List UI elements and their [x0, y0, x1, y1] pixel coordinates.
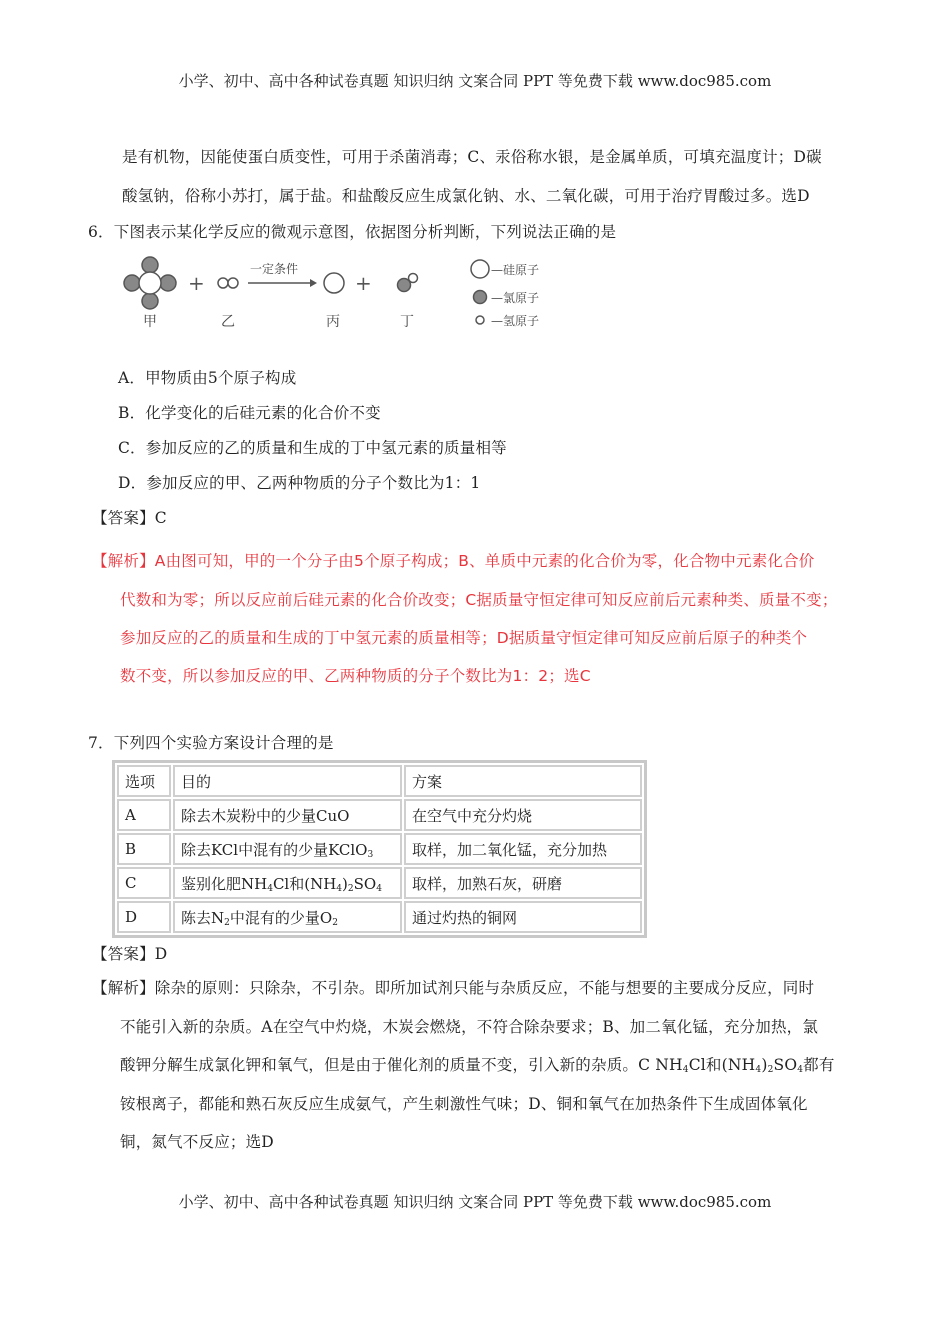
q6-analysis-line-1: 【解析】A由图可知，甲的一个分子由5个原子构成；B、单质中元素的化合价为零，化合物中元素化合价 [92, 552, 815, 570]
label-jia: 甲 [143, 314, 157, 330]
question-6-stem: 6．下图表示某化学反应的微观示意图，依据图分析判断，下列说法正确的是 [88, 223, 617, 241]
table-row [117, 833, 642, 865]
q6-analysis-line-4: 数不变，所以参加反应的甲、乙两种物质的分子个数比为1：2；选C [120, 667, 591, 685]
header-goal: 目的 [173, 765, 402, 797]
q7-answer: 【答案】D [92, 945, 168, 963]
header-plan: 方案 [404, 765, 642, 797]
cell-plan: 取样，加熟石灰，研磨 [404, 867, 642, 899]
cell-option: C [117, 867, 171, 899]
prev-analysis-line-2: 酸氢钠，俗称小苏打，属于盐。和盐酸反应生成氯化钠、水、二氧化碳，可用于治疗胃酸过多。选D [122, 187, 810, 205]
table-header-row [117, 765, 642, 797]
svg-text:—硅原子: —硅原子 [491, 263, 540, 277]
cell-option: D [117, 901, 171, 933]
table-row [117, 799, 642, 831]
question-7-stem: 7．下列四个实验方案设计合理的是 [88, 734, 334, 752]
q7-analysis-line-1: 【解析】除杂的原则：只除杂，不引杂。即所加试剂只能与杂质反应，不能与想要的主要成分反应，同时 [92, 979, 815, 997]
cell-option: A [117, 799, 171, 831]
q6-analysis-line-3: 参加反应的乙的质量和生成的丁中氢元素的质量相等；D据质量守恒定律可知反应前后原子的种类个 [120, 629, 808, 647]
reaction-diagram [115, 250, 565, 335]
cell-goal: 鉴别化肥$NH_4Cl$和$(NH_4)_2SO_4$ [173, 867, 402, 899]
q7-table [112, 760, 647, 938]
table-row [117, 867, 642, 899]
table-row [117, 901, 642, 933]
silicon-atom-icon [471, 260, 489, 278]
molecule-ding-icon [398, 274, 418, 292]
label-bing: 丙 [326, 314, 340, 330]
svg-text:+: + [188, 271, 205, 295]
chlorine-atom-icon [474, 291, 487, 304]
arrow-label: 一定条件 [250, 262, 299, 276]
q6-option-a: A．甲物质由5个原子构成 [118, 369, 297, 387]
header-option: 选项 [117, 765, 171, 797]
diagram-legend [471, 260, 539, 328]
page-footer: 小学、初中、高中各种试卷真题 知识归纳 文案合同 PPT 等免费下载 www.doc985.com [178, 1193, 772, 1211]
molecule-bing-icon [324, 273, 344, 293]
label-ding: 丁 [400, 314, 414, 330]
q7-analysis-line-3: 酸钾分解生成氯化钾和氧气，但是由于催化剂的质量不变，引入新的杂质。C $NH_4Cl$和$(NH_4)_2SO_4$都有 [120, 1056, 835, 1075]
svg-text:—氢原子: —氢原子 [491, 314, 540, 328]
svg-text:—氯原子: —氯原子 [491, 291, 540, 305]
cell-plan: 在空气中充分灼烧 [404, 799, 642, 831]
q6-option-c: C．参加反应的乙的质量和生成的丁中氢元素的质量相等 [118, 439, 507, 457]
cell-goal: 除去木炭粉中的少量CuO [173, 799, 402, 831]
cell-goal: 陈去$N_2$中混有的少量$O_2$ [173, 901, 402, 933]
label-yi: 乙 [221, 314, 235, 330]
q6-answer: 【答案】C [92, 509, 167, 527]
q6-option-b: B．化学变化的后硅元素的化合价不变 [118, 404, 381, 422]
molecule-yi-icon [218, 278, 238, 288]
page-header: 小学、初中、高中各种试卷真题 知识归纳 文案合同 PPT 等免费下载 www.doc985.com [178, 72, 772, 90]
hydrogen-atom-icon [476, 316, 484, 324]
svg-text:+: + [355, 271, 372, 295]
q7-analysis-line-5: 铜，氮气不反应；选D [120, 1133, 274, 1151]
q6-analysis-line-2: 代数和为零；所以反应前后硅元素的化合价改变；C据质量守恒定律可知反应前后元素种类、质量不变； [120, 591, 838, 609]
q7-analysis-line-2: 不能引入新的杂质。A在空气中灼烧，木炭会燃烧，不符合除杂要求；B、加二氧化锰，充分加热，氯 [120, 1018, 819, 1036]
cell-plan: 取样，加二氧化锰，充分加热 [404, 833, 642, 865]
prev-analysis-line-1: 是有机物，因能使蛋白质变性，可用于杀菌消毒；C、汞俗称水银，是金属单质，可填充温度计；D碳 [122, 148, 822, 166]
cell-option: B [117, 833, 171, 865]
cell-goal: 除去KCl中混有的少量KClO$_3$ [173, 833, 402, 865]
q7-analysis-line-4: 铵根离子，都能和熟石灰反应生成氨气，产生刺激性气味；D、铜和氧气在加热条件下生成固体氧化 [120, 1095, 808, 1113]
molecule-jia-icon [124, 257, 176, 309]
q6-option-d: D．参加反应的甲、乙两种物质的分子个数比为1：1 [118, 474, 481, 492]
cell-plan: 通过灼热的铜网 [404, 901, 642, 933]
